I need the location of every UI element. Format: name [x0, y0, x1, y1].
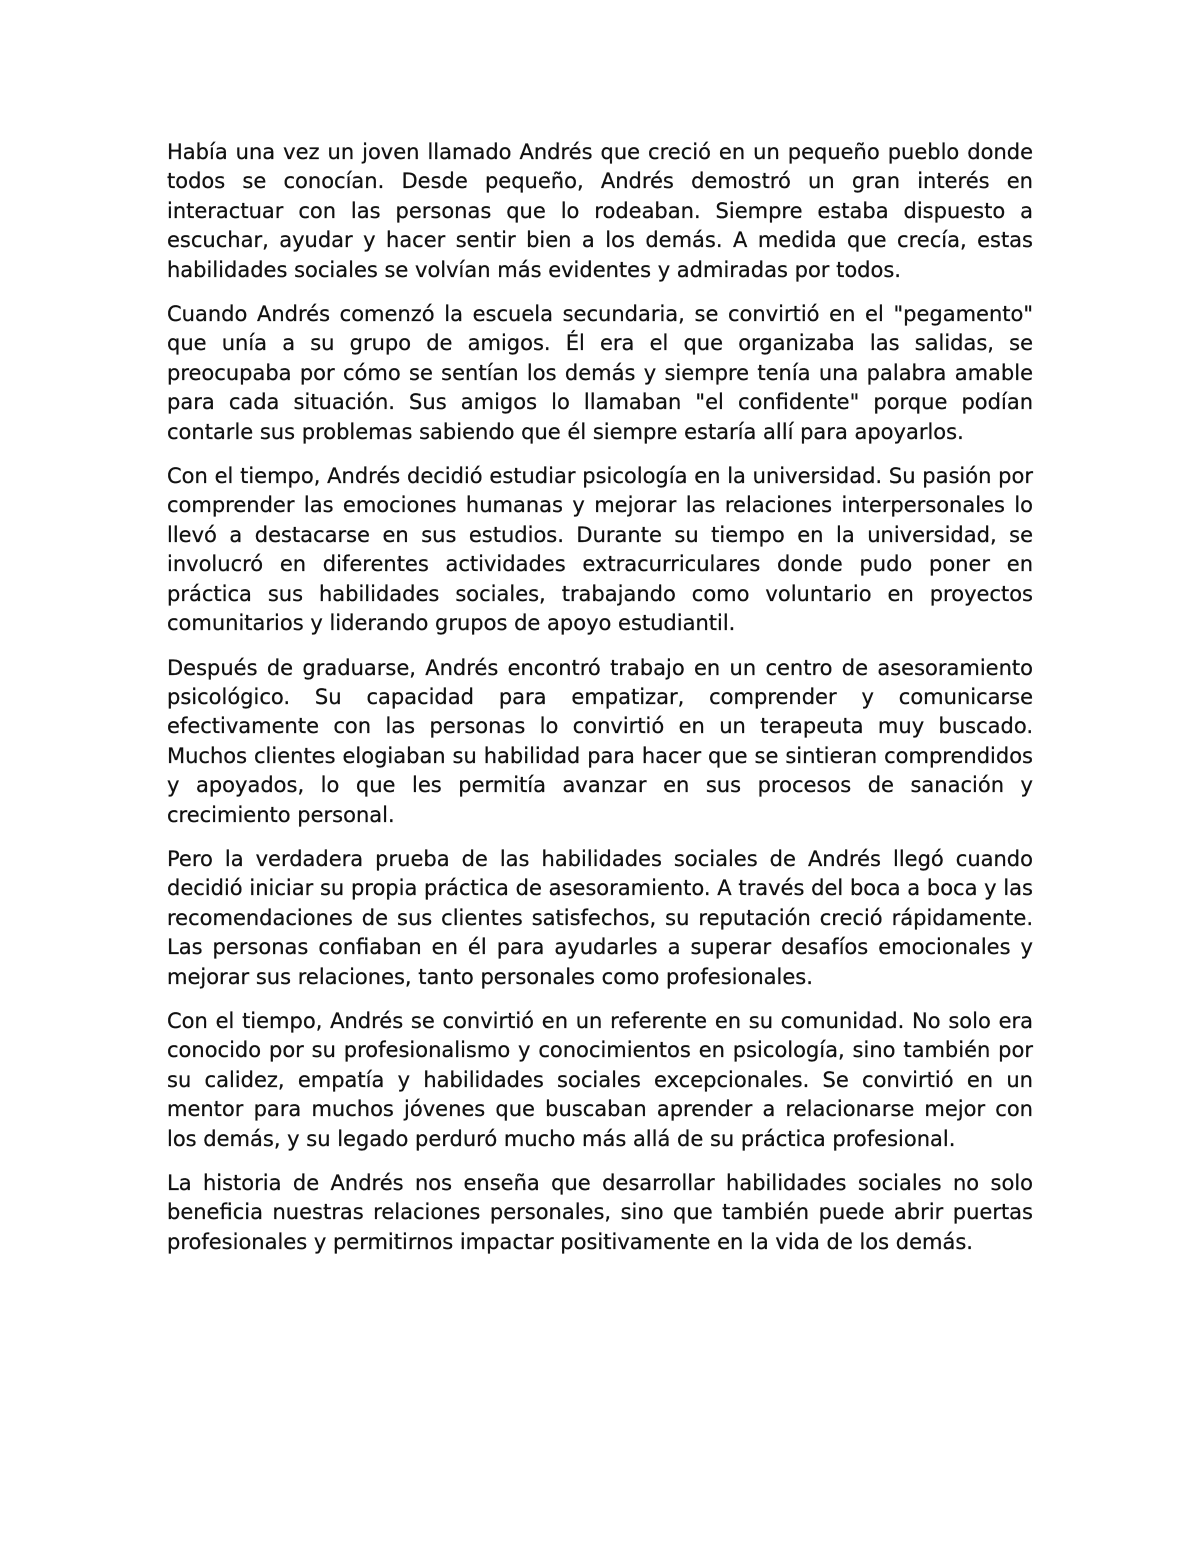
paragraph-4: Después de graduarse, Andrés encontró trabajo en un centro de asesoramiento psicológico. Su capacidad para empatizar, comprender y comunicarse efectivamente con las personas lo convirtió en un terapeuta muy buscado. Muchos clientes elogiaban su habilidad para hacer que se sintieran comprendidos y apoyados, lo que les permitía avanzar en sus procesos de sanación y crecimiento personal. [167, 655, 1033, 827]
paragraph-7: La historia de Andrés nos enseña que desarrollar habilidades sociales no solo beneficia nuestras relaciones personales, sino que también puede abrir puertas profesionales y permitirnos impactar positivamente en la vida de los demás. [167, 1171, 1033, 1254]
paragraph-1: Había una vez un joven llamado Andrés que creció en un pequeño pueblo donde todos se conocían. Desde pequeño, Andrés demostró un gran interés en interactuar con las personas que lo rodeaban. Siempre estaba dispuesto a escuchar, ayudar y hacer sentir bien a los demás. A medida que crecía, estas habilidades sociales se volvían más evidentes y admiradas por todos. [167, 140, 1033, 282]
document-body [167, 138, 1033, 1272]
paragraph-3: Con el tiempo, Andrés decidió estudiar psicología en la universidad. Su pasión por comprender las emociones humanas y mejorar las relaciones interpersonales lo llevó a destacarse en sus estudios. Durante su tiempo en la universidad, se involucró en diferentes actividades extracurriculares donde pudo poner en práctica sus habilidades sociales, trabajando como voluntario en proyectos comunitarios y liderando grupos de apoyo estudiantil. [167, 464, 1033, 636]
paragraph-5: Pero la verdadera prueba de las habilidades sociales de Andrés llegó cuando decidió iniciar su propia práctica de asesoramiento. A través del boca a boca y las recomendaciones de sus clientes satisfechos, su reputación creció rápidamente. Las personas confiaban en él para ayudarles a superar desafíos emocionales y mejorar sus relaciones, tanto personales como profesionales. [167, 846, 1033, 989]
paragraph-6: Con el tiempo, Andrés se convirtió en un referente en su comunidad. No solo era conocido por su profesionalismo y conocimientos en psicología, sino también por su calidez, empatía y habilidades sociales excepcionales. Se convirtió en un mentor para muchos jóvenes que buscaban aprender a relacionarse mejor con los demás, y su legado perduró mucho más allá de su práctica profesional. [167, 1008, 1033, 1151]
paragraph-2: Cuando Andrés comenzó la escuela secundaria, se convirtió en el "pegamento" que unía a su grupo de amigos. Él era el que organizaba las salidas, se preocupaba por cómo se sentían los demás y siempre tenía una palabra amable para cada situación. Sus amigos lo llamaban "el confidente" porque podían contarle sus problemas sabiendo que él siempre estaría allí para apoyarlos. [167, 302, 1033, 444]
